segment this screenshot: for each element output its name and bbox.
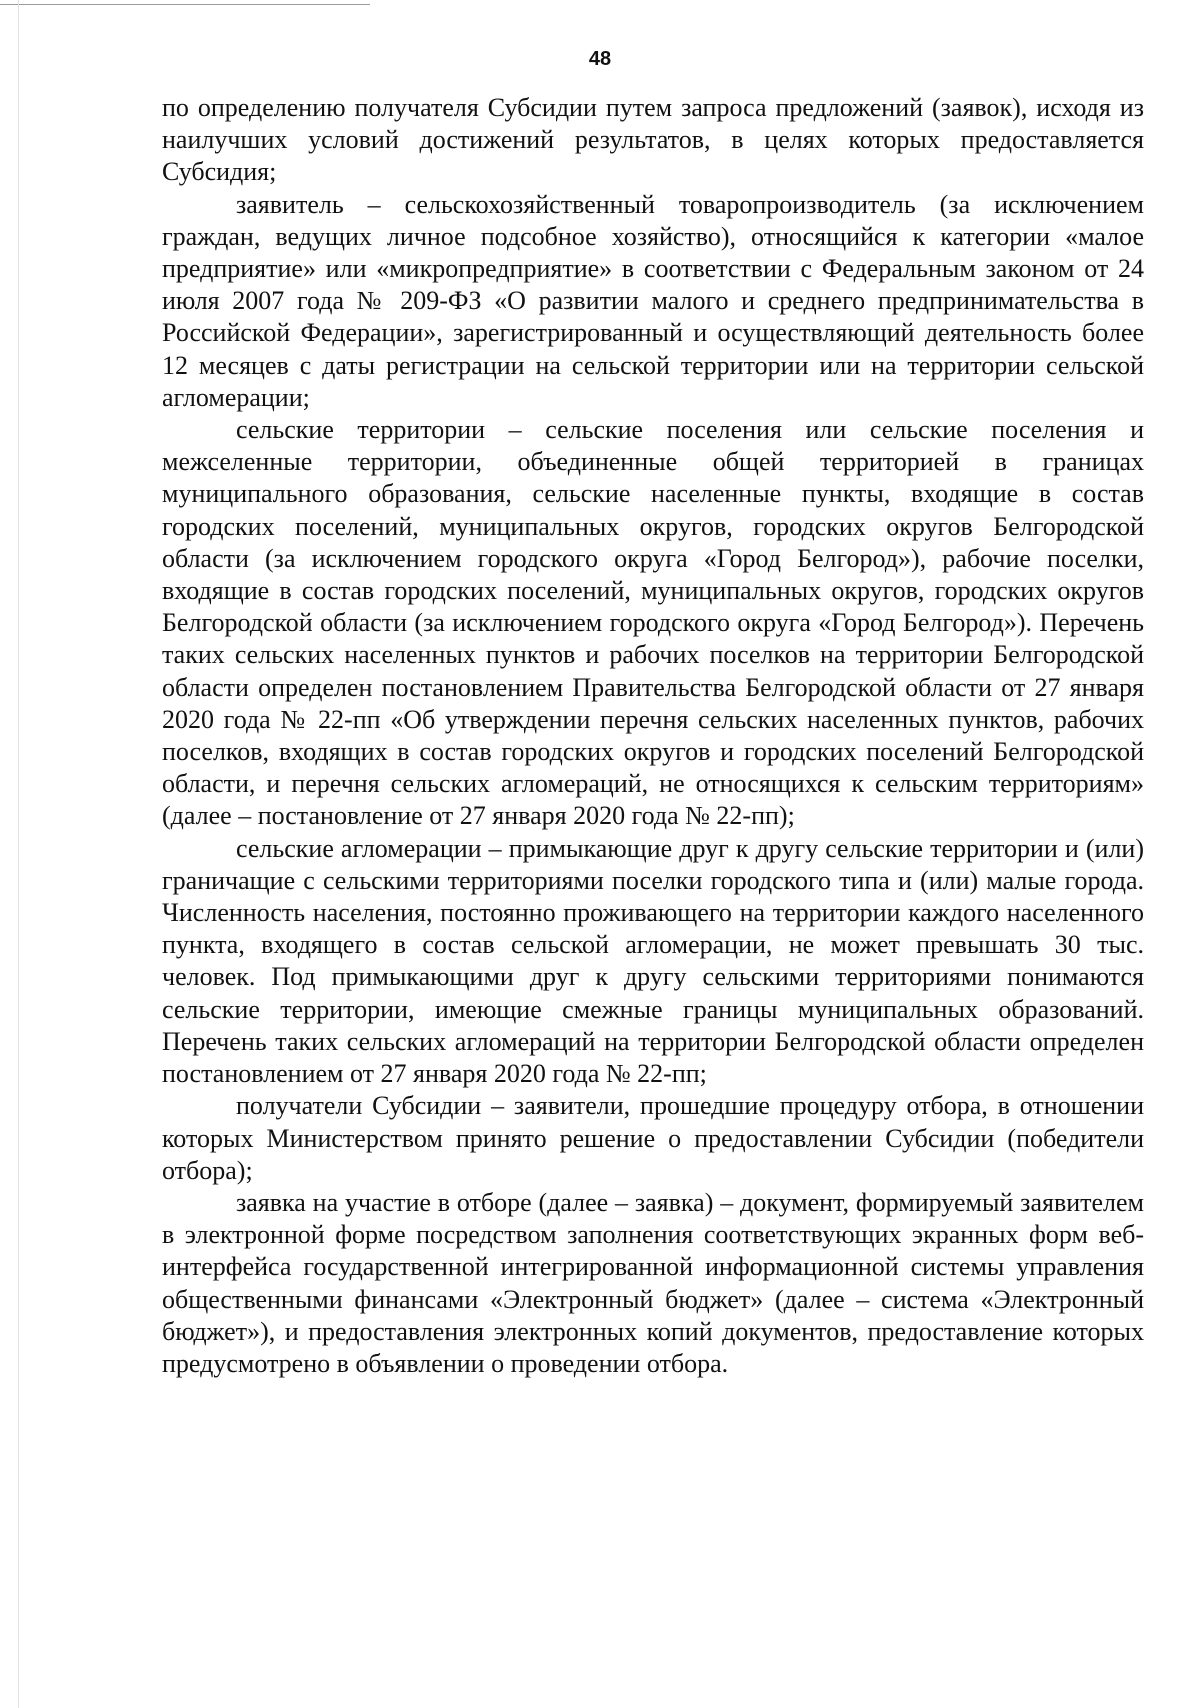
scan-edge-top — [0, 4, 370, 5]
scan-edge-left — [18, 0, 19, 1708]
paragraph-rural-agglomerations: сельские агломерации – примыкающие друг к другу сельские территории и (или) граничащие с сельскими территориями поселки городского типа и (или) малые города. Численность населения, постоянно проживающего на территории каждого населенного пункта, входящего в состав сельской агломерации, не может превышать 30 тыс. человек. Под примыкающими друг к другу сельскими территориями понимаются сельские территории, имеющие смежные границы муниципальных образований. Перечень таких сельских агломераций на территории Белгородской области определен постановлением от 27 января 2020 года № 22-пп; — [162, 833, 1144, 1089]
paragraph-rural-territories: сельские территории – сельские поселения или сельские поселения и межселенные территории, объединенные общей территорией в границах муниципального образования, сельские населенные пункты, входящие в состав городских поселений, муниципальных округов, городских округов Белгородской области (за исключением городского округа «Город Белгород»), рабочие поселки, входящие в состав городских поселений, муниципальных округов, городских округов Белгородской области (за исключением городского округа «Город Белгород»). Перечень таких сельских населенных пунктов и рабочих поселков на территории Белгородской области определен постановлением Правительства Белгородской области от 27 января 2020 года № 22-пп «Об утверждении перечня сельских населенных пунктов, рабочих поселков, входящих в состав городских округов и городских поселений Белгородской области, и перечня сельских агломераций, не относящихся к сельским территориям» (далее – постановление от 27 января 2020 года № 22-пп); — [162, 415, 1144, 831]
paragraph-subsidy-recipients: получатели Субсидии – заявители, прошедшие процедуру отбора, в отношении которых Министерством принято решение о предоставлении Субсидии (победители отбора); — [162, 1091, 1144, 1185]
document-body — [162, 92, 1144, 1380]
paragraph-applicant: заявитель – сельскохозяйственный товаропроизводитель (за исключением граждан, ведущих личное подсобное хозяйство), относящийся к категории «малое предприятие» или «микропредприятие» в соответствии с Федеральным законом от 24 июля 2007 года № 209-ФЗ «О развитии малого и среднего предпринимательства в Российской Федерации», зарегистрированный и осуществляющий деятельность более 12 месяцев с даты регистрации на сельской территории или на территории сельской агломерации; — [162, 189, 1144, 412]
page-number: 48 — [588, 48, 612, 70]
paragraph-continuation: по определению получателя Субсидии путем запроса предложений (заявок), исходя из наилучших условий достижений результатов, в целях которых предоставляется Субсидия; — [162, 93, 1144, 187]
paragraph-application: заявка на участие в отборе (далее – заявка) – документ, формируемый заявителем в электронной форме посредством заполнения соответствующих экранных форм веб-интерфейса государственной интегрированной информационной системы управления общественными финансами «Электронный бюджет» (далее – система «Электронный бюджет»), и предоставления электронных копий документов, предоставление которых предусмотрено в объявлении о проведении отбора. — [162, 1187, 1144, 1378]
